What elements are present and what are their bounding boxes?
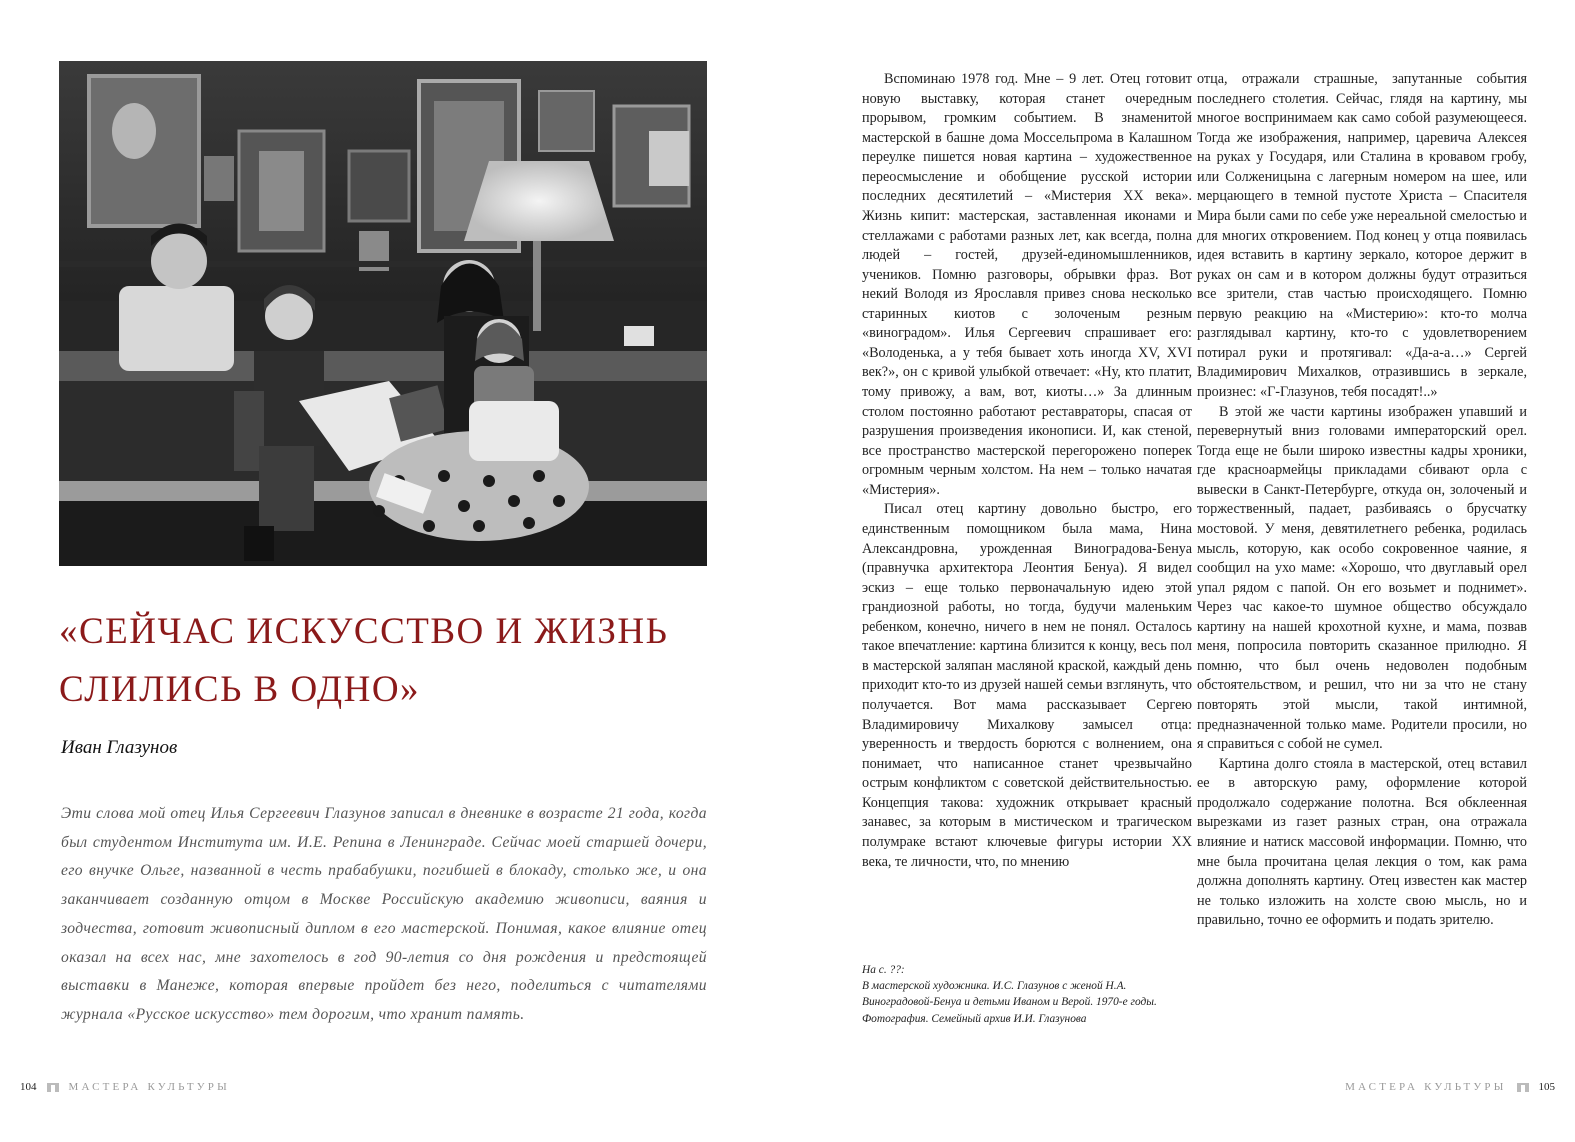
footer-right (1345, 1081, 1555, 1093)
page-number-right: 105 (1538, 1081, 1555, 1093)
section-name-right: МАСТЕРА КУЛЬТУРЫ (1345, 1081, 1507, 1093)
article-intro (61, 800, 707, 1030)
footer-left (20, 1081, 230, 1093)
family-photo-image (59, 61, 707, 566)
headline-line-1: «СЕЙЧАС ИСКУССТВО И ЖИЗНЬ (59, 611, 669, 652)
body-paragraph: Вспоминаю 1978 год. Мне – 9 лет. Отец готовит новую выставку, которая станет очередным прорывом, громким событием. В знаменитой мастерской в башне дома Моссельпрома в Калашном переулке пишется новая картина – художественное переосмысление и обобщение русской истории последних десятилетий – «Мистерия XX века». Жизнь кипит: мастерская, заставленная иконами и стеллажами с работами разных лет, как всегда, полна людей – гостей, друзей-единомышленников, учеников. Помню разговоры, обрывки фраз. Вот некий Володя из Ярославля привез снова несколько старинных киотов с золоченым резным «виноградом». Илья Сергеевич спрашивает его: «Володенька, а у тебя бывает хоть иногда XV, XVI век?», он с кривой улыбкой отвечает: «Ну, кто платит, тому привожу, а вам, вот, киоты…» За длинным столом постоянно работают реставраторы, спасая от разрушения произведения иконописи. И, как стеной, все пространство мастерской перегорожено поперек огромным черным холстом. На нем – только начатая «Мистерия». (862, 71, 1192, 498)
body-paragraph: В этой же части картины изображен упавший и перевернутый вниз головами императорский орел. Тогда еще не были широко известны кадры хроники, где красноармейцы прикладами сбивают орла с вывески в Санкт-Петербурге, откуда он, золоченый и торжественный, падает, разбиваясь о брусчатку мостовой. У меня, девятилетнего ребенка, родилась мысль, которую, как особо сокровенное чаяние, я сообщил на ухо маме: «Хорошо, что двуглавый орел упал рядом с папой. Он его возьмет и поднимет». Через час какое-то шумное общество обсуждало картину на нашей крохотной кухне, и мама, позвав меня, попросила повторить сказанное прилюдно. Я помню, что был очень недоволен подобным обстоятельством, и решил, что ни за что не стану повторять этой мысли, такой интимной, предназначенной только маме. Родители просили, но я справиться с собой не сумел. (1197, 403, 1527, 753)
body-column-1 (862, 70, 1192, 872)
section-name-left: МАСТЕРА КУЛЬТУРЫ (68, 1081, 230, 1093)
body-column-2 (1197, 70, 1527, 931)
magazine-logo-icon (47, 1083, 59, 1092)
body-paragraph: Картина долго стояла в мастерской, отец вставил ее в авторскую раму, оформление которой продолжало содержание полотна. Вся обклеенная вырезками из газет разных стран, она отражала влияние и натиск массовой информации. Помню, что мне была прочитана целая лекция о том, как рама должна дополнять картину. Отец известен как мастер не только изложить на холсте свою мысль, но и правильно, точно ее оформить и подать зрителю. (1197, 755, 1527, 929)
body-paragraph: Писал отец картину довольно быстро, его единственным помощником была мама, Нина Александровна, урожденная Виноградова-Бенуа (правнучка архитектора Леонтия Бенуа). Я видел эскиз – еще только первоначальную идею этой грандиозной работы, но тогда, будучи маленьким ребенком, конечно, ничего в нем не понял. Осталось такое впечатление: картина близится к концу, весь пол в мастерской заляпан масляной краской, каждый день приходит кто-то из друзей нашей семьи взглянуть, что получается. Вот мама рассказывает Сергею Владимировичу Михалкову замысел отца: уверенность и твердость борются с волнением, она понимает, что написанное станет чрезвычайно острым конфликтом с советской действительностью. Концепция такова: художник открывает красный занавес, за которым в мистическом и трагическом полумраке встают ключевые фигуры истории XX века, те личности, что, по мнению (862, 501, 1192, 870)
family-photo (59, 61, 707, 566)
page-number-left: 104 (20, 1081, 37, 1093)
headline-line-2: СЛИЛИСЬ В ОДНО» (59, 669, 421, 710)
article-headline (59, 603, 719, 719)
magazine-logo-icon (1517, 1083, 1529, 1092)
photo-caption (862, 962, 1192, 1027)
body-paragraph: отца, отражали страшные, запутанные события последнего столетия. Сейчас, глядя на картину, мы многое воспринимаем как само собой разумеющееся. Тогда же изображения, например, царевича Алексея на руках у Государя, или Сталина в кровавом гробу, или Солженицына с лагерным номером на шее, или мерцающего в темной пустоте Христа – Спасителя Мира были сами по себе уже нереальной смелостью и для многих откровением. Под конец у отца появилась идея вставить в картину зеркало, которое держит в руках он сам и в котором должны будут отразиться все зрители, став частью происходящего. Помню первую реакцию на «Мистерию»: кто-то молча разглядывал картину, кто-то с удовлетворением потирал руки и протягивал: «Да-а-а…» Сергей Владимирович Михалков, отразившись в зеркале, произнес: «Г-Глазунов, тебя посадят!..» (1197, 71, 1527, 400)
article-author: Иван Глазунов (61, 737, 178, 758)
intro-text: Эти слова мой отец Илья Сергеевич Глазунов записал в дневнике в возрасте 21 года, когда был студентом Института им. И.Е. Репина в Ленинграде. Сейчас моей старшей дочери, его внучке Ольге, названной в честь прабабушки, погибшей в блокаду, столько же, и она заканчивает созданную отцом в Москве Российскую академию живописи, ваяния и зодчества, готовит живописный диплом в его мастерской. Понимая, какое влияние отец оказал на всех нас, мне захотелось в год 90-летия со дня рождения и предстоящей выставки в Манеже, которая впервые пройдет без него, поделиться с читателями журнала «Русское искусство» тем дорогим, что хранит память. (61, 805, 707, 1023)
caption-text: В мастерской художника. И.С. Глазунов с женой Н.А. Виноградовой-Бенуа и детьми Иваном и Верой. 1970-е годы. Фотография. Семейный архив И.И. Глазунова (862, 980, 1157, 1025)
caption-label: На с. ??: (862, 964, 905, 976)
